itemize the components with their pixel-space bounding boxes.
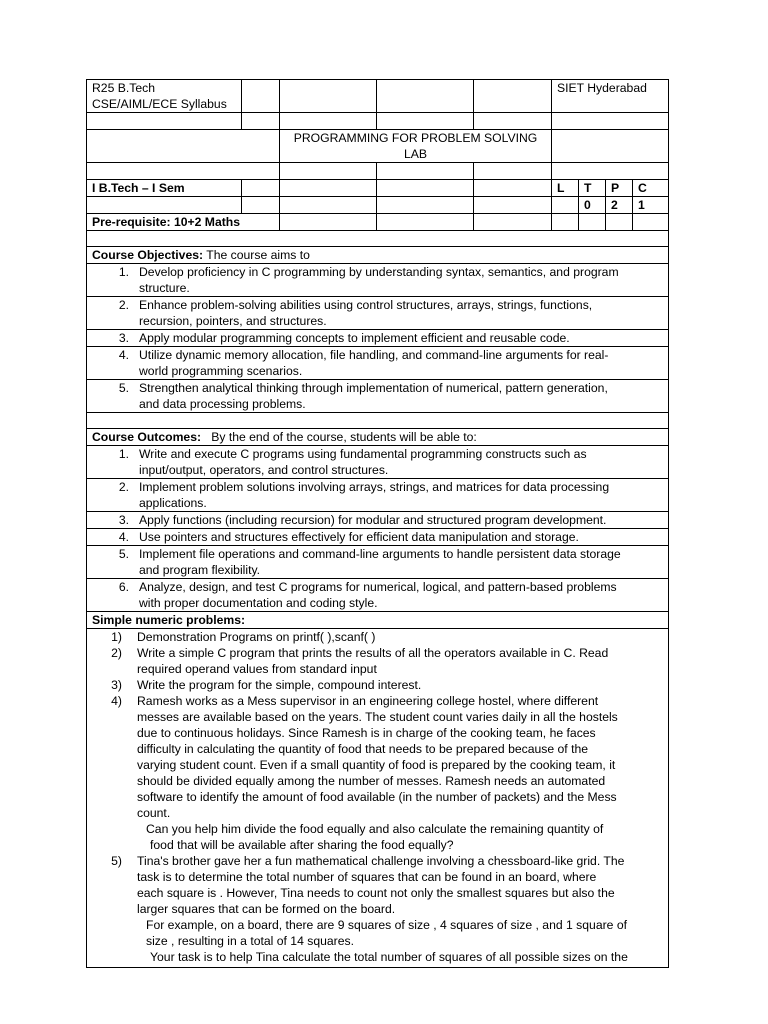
ltpc-label-p: P	[606, 180, 633, 197]
empty-cell	[552, 130, 669, 163]
empty-cell	[87, 113, 242, 130]
empty-cell	[474, 180, 552, 197]
empty-cell	[552, 214, 579, 231]
item-number: 6.	[118, 580, 129, 594]
ltpc-label-l: L	[552, 180, 579, 197]
item-text: Apply modular programming concepts to implement efficient and reusable code.	[139, 331, 570, 345]
item-continuation: Your task is to help Tina calculate the total number of squares of all possible sizes on the	[150, 950, 628, 964]
empty-cell	[87, 197, 242, 214]
item-text: Implement file operations and command-line arguments to handle persistent data storage	[139, 547, 621, 561]
list-item	[87, 330, 669, 347]
item-number: 2.	[118, 480, 129, 494]
spacer-row	[87, 231, 669, 247]
item-text: each square is . However, Tina needs to count not only the smallest squares but also the	[137, 886, 615, 900]
list-item	[87, 380, 669, 413]
item-text: Enhance problem-solving abilities using control structures, arrays, strings, functions,	[139, 298, 593, 312]
empty-cell	[377, 197, 474, 214]
empty-cell	[633, 214, 669, 231]
item-continuation: size , resulting in a total of 14 squares.	[146, 934, 354, 948]
empty-cell	[474, 197, 552, 214]
item-text: software to identify the amount of food available (in the number of packets) and the Mess	[137, 790, 617, 804]
item-number: 5.	[118, 381, 129, 395]
outcomes-heading-row	[87, 429, 669, 446]
item-text: Implement problem solutions involving arrays, strings, and matrices for data processing	[139, 480, 610, 494]
item-text: world programming scenarios.	[139, 364, 303, 378]
item-continuation: food that will be available after sharing the food equally?	[150, 838, 454, 852]
item-number: 1.	[118, 265, 129, 279]
item-number: 4)	[111, 694, 122, 708]
syllabus-table	[86, 79, 669, 968]
item-text: Analyze, design, and test C programs for numerical, logical, and pattern-based problems	[139, 580, 617, 594]
empty-cell	[377, 163, 474, 180]
empty-cell	[377, 80, 474, 113]
item-text: with proper documentation and coding style.	[139, 596, 378, 610]
item-text: Apply functions (including recursion) for modular and structured program development.	[139, 513, 607, 527]
empty-cell	[474, 80, 552, 113]
item-text: Ramesh works as a Mess supervisor in an engineering college hostel, where different	[137, 694, 599, 708]
item-text: count.	[137, 806, 171, 820]
item-text: required operand values from standard input	[137, 662, 377, 676]
empty-cell	[377, 113, 474, 130]
list-item	[87, 529, 669, 546]
ltpc-label-c: C	[633, 180, 669, 197]
semester-label: I B.Tech – I Sem	[87, 180, 242, 197]
item-continuation: For example, on a board, there are 9 squares of size , 4 squares of size , and 1 square of	[146, 918, 628, 932]
list-item	[92, 693, 663, 821]
empty-cell	[579, 214, 606, 231]
item-number: 2.	[118, 298, 129, 312]
item-text: task is to determine the total number of squares that can be found in an board, where	[137, 870, 597, 884]
list-item	[92, 645, 663, 677]
course-title: PROGRAMMING FOR PROBLEM SOLVING LAB	[280, 130, 552, 163]
ltpc-value-t: 0	[579, 197, 606, 214]
syllabus-line1: R25 B.Tech	[92, 81, 156, 95]
item-text: structure.	[139, 281, 190, 295]
item-text: due to continuous holidays. Since Ramesh is in charge of the cooking team, he faces	[137, 726, 596, 740]
empty-cell	[242, 80, 280, 113]
objectives-heading: Course Objectives:	[92, 248, 204, 262]
item-text: Utilize dynamic memory allocation, file handling, and command-line arguments for real-	[139, 348, 609, 362]
problems-heading: Simple numeric problems:	[87, 612, 669, 629]
empty-cell	[242, 180, 280, 197]
list-item	[92, 677, 663, 693]
item-number: 3)	[111, 678, 122, 692]
item-text: larger squares that can be formed on the board.	[137, 902, 396, 916]
empty-cell	[474, 113, 552, 130]
empty-cell	[87, 130, 280, 163]
empty-cell	[242, 197, 280, 214]
empty-cell	[280, 197, 377, 214]
ltpc-value-c: 1	[633, 197, 669, 214]
empty-cell	[552, 163, 669, 180]
empty-cell	[552, 113, 669, 130]
list-item	[87, 479, 669, 512]
item-number: 4.	[118, 530, 129, 544]
item-number: 1.	[118, 447, 129, 461]
empty-cell	[474, 214, 552, 231]
empty-cell	[280, 80, 377, 113]
empty-cell	[377, 180, 474, 197]
item-text: recursion, pointers, and structures.	[139, 314, 327, 328]
syllabus-label	[87, 80, 242, 113]
empty-cell	[280, 180, 377, 197]
item-number: 3.	[118, 513, 129, 527]
item-text: difficulty in calculating the quantity of food that needs to be prepared because of the	[137, 742, 589, 756]
objectives-intro: The course aims to	[203, 248, 310, 262]
list-item	[87, 579, 669, 612]
prerequisite: Pre-requisite: 10+2 Maths	[87, 214, 280, 231]
list-item	[92, 853, 663, 917]
item-text: varying student count. Even if a small quantity of food is prepared by the cooking team, it	[137, 758, 616, 772]
list-item	[87, 264, 669, 297]
item-text: Write a simple C program that prints the results of all the operators available in C. Read	[137, 646, 609, 660]
item-text: input/output, operators, and control structures.	[139, 463, 389, 477]
item-text: and program flexibility.	[139, 563, 261, 577]
item-number: 2)	[111, 646, 122, 660]
item-text: Use pointers and structures effectively for efficient data manipulation and storage.	[139, 530, 579, 544]
problems-list	[87, 629, 669, 968]
empty-cell	[87, 163, 280, 180]
empty-cell	[606, 214, 633, 231]
empty-cell	[280, 163, 377, 180]
empty-cell	[280, 113, 377, 130]
syllabus-line2: CSE/AIML/ECE Syllabus	[92, 97, 227, 111]
item-number: 3.	[118, 331, 129, 345]
list-item	[87, 347, 669, 380]
outcomes-heading: Course Outcomes:	[92, 430, 202, 444]
empty-cell	[280, 214, 377, 231]
outcomes-intro: By the end of the course, students will be able to:	[201, 430, 477, 444]
spacer-row	[87, 413, 669, 429]
item-number: 5)	[111, 854, 122, 868]
item-text: Demonstration Programs on printf( ),scanf( )	[137, 630, 376, 644]
empty-cell	[377, 214, 474, 231]
item-number: 4.	[118, 348, 129, 362]
list-item	[87, 297, 669, 330]
empty-cell	[242, 113, 280, 130]
institution-name: SIET Hyderabad	[552, 80, 669, 113]
list-item	[87, 512, 669, 529]
ltpc-value-l	[552, 197, 579, 214]
list-item	[92, 629, 663, 645]
item-text: should be divided equally among the number of messes. Ramesh needs an automated	[137, 774, 606, 788]
item-text: messes are available based on the years. The student count varies daily in all the hostels	[137, 710, 618, 724]
item-text: applications.	[139, 496, 207, 510]
list-item	[87, 446, 669, 479]
item-text: Write and execute C programs using fundamental programming constructs such as	[139, 447, 587, 461]
item-text: Develop proficiency in C programming by understanding syntax, semantics, and program	[139, 265, 619, 279]
item-number: 5.	[118, 547, 129, 561]
item-text: Strengthen analytical thinking through implementation of numerical, pattern generation,	[139, 381, 608, 395]
empty-cell	[474, 163, 552, 180]
objectives-heading-row	[87, 247, 669, 264]
ltpc-value-p: 2	[606, 197, 633, 214]
item-continuation: Can you help him divide the food equally and also calculate the remaining quantity of	[146, 822, 604, 836]
ltpc-label-t: T	[579, 180, 606, 197]
list-item	[87, 546, 669, 579]
item-text: Write the program for the simple, compound interest.	[137, 678, 422, 692]
item-text: Tina's brother gave her a fun mathematical challenge involving a chessboard-like grid. The	[137, 854, 625, 868]
item-number: 1)	[111, 630, 122, 644]
item-text: and data processing problems.	[139, 397, 306, 411]
